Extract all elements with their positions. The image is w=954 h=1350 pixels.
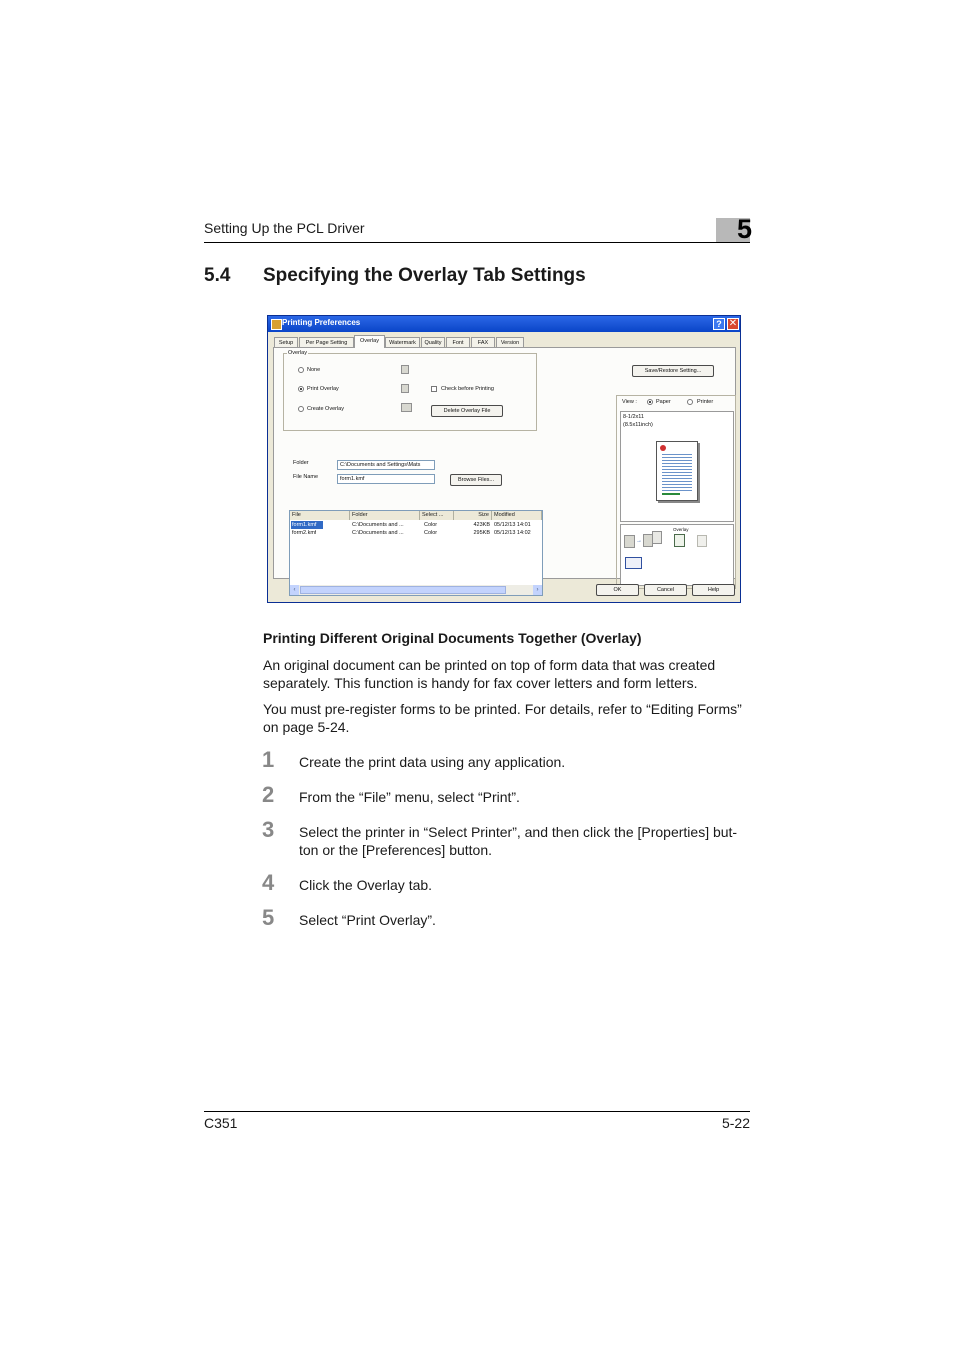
page-footer-line: [662, 493, 680, 495]
footer-page-number: 5-22: [721, 1115, 750, 1131]
tab-version[interactable]: Version: [496, 337, 524, 348]
step-number: 4: [262, 870, 275, 895]
footer-rule: [204, 1111, 750, 1112]
column-header-file[interactable]: File: [290, 511, 350, 520]
radio-view-printer-label: Printer: [697, 399, 714, 405]
cancel-button[interactable]: Cancel: [644, 584, 687, 596]
check-before-printing-label: Check before Printing: [441, 386, 494, 392]
tab-setup[interactable]: Setup: [274, 337, 298, 348]
view-label: View :: [622, 399, 637, 405]
column-header-size[interactable]: Size: [454, 511, 492, 520]
tab-overlay[interactable]: Overlay: [354, 335, 385, 348]
check-before-printing-checkbox[interactable]: [431, 386, 437, 392]
row-select: Color: [424, 530, 438, 536]
file-name-label: File Name: [293, 474, 319, 480]
column-header-modified[interactable]: Modified: [492, 511, 542, 520]
scrollbar-thumb[interactable]: [300, 586, 506, 594]
function-icons: [620, 524, 734, 586]
close-icon[interactable]: ✕: [728, 318, 738, 329]
tab-font[interactable]: Font: [446, 337, 470, 348]
horizontal-scrollbar[interactable]: [290, 585, 542, 595]
radio-print-overlay[interactable]: [298, 386, 304, 392]
overlay-file-list: [289, 510, 543, 596]
step-number: 3: [262, 817, 275, 842]
arrow-icon: →: [636, 538, 642, 544]
section-title: Specifying the Overlay Tab Settings: [263, 265, 586, 286]
overlay-group-label: Overlay: [288, 350, 307, 356]
row-size: 423KB: [473, 522, 490, 528]
printing-preferences-dialog: [267, 315, 741, 603]
footer-model: C351: [204, 1115, 238, 1131]
step-text: Select “Print Overlay”.: [299, 912, 436, 928]
user-icon: [625, 557, 642, 569]
table-row[interactable]: [290, 521, 542, 529]
page-layout-icon: [624, 535, 635, 548]
step-text: Select the printer in “Select Printer”, and then click the [Properties] but-ton or the [Preferences] button.: [299, 824, 738, 858]
radio-none-label: None: [307, 367, 321, 373]
tab-quality[interactable]: Quality: [421, 337, 445, 348]
overlay-icon: [674, 534, 685, 547]
save-restore-setting-button[interactable]: Save/Restore Setting...: [632, 365, 714, 377]
radio-none[interactable]: [298, 367, 304, 373]
radio-print-overlay-label: Print Overlay: [307, 386, 339, 392]
row-file: form2.kmf: [292, 530, 317, 536]
step-text: From the “File” menu, select “Print”.: [299, 789, 520, 805]
radio-view-printer[interactable]: [687, 399, 693, 405]
paper-preview: [620, 411, 734, 522]
step-text: Create the print data using any application.: [299, 754, 566, 770]
folder-field[interactable]: C:\Documents and Settings\Mats: [337, 460, 435, 470]
running-header: Setting Up the PCL Driver: [204, 220, 365, 236]
print-overlay-icon: [401, 384, 409, 393]
column-header-folder[interactable]: Folder: [350, 511, 420, 520]
step-text: Click the Overlay tab.: [299, 877, 433, 893]
radio-create-overlay[interactable]: [298, 406, 304, 412]
overlay-mark-icon: [660, 445, 666, 451]
radio-view-paper[interactable]: [647, 399, 653, 405]
folder-label: Folder: [293, 460, 309, 466]
subheading: Printing Different Original Documents Together (Overlay): [263, 630, 642, 646]
blank-page-icon: [401, 365, 409, 374]
overlay-icon-caption: Overlay: [673, 527, 689, 532]
chapter-number: 5: [736, 214, 752, 244]
step-number: 1: [262, 747, 275, 772]
row-modified: 05/12/13 14:02: [494, 530, 531, 536]
paper-size-inch-label: (8.5x11inch): [623, 422, 653, 428]
page-thumbnail: [656, 441, 698, 501]
paragraph: You must pre-register forms to be printed. For details, refer to “Editing Forms” on page 5-24.: [263, 701, 742, 735]
tab-fax[interactable]: FAX: [471, 337, 495, 348]
copies-icon: [652, 531, 662, 544]
row-folder: C:\Documents and ...: [352, 522, 404, 528]
help-icon[interactable]: ?: [713, 318, 725, 330]
paragraph: An original document can be printed on top of form data that was created separately. This function is handy for fax cover letters and form letters.: [263, 657, 716, 691]
row-file: form1.kmf: [291, 521, 323, 529]
header-rule: [204, 242, 750, 243]
section-number: 5.4: [204, 265, 231, 286]
create-overlay-icon: [401, 403, 412, 412]
watermark-icon: [697, 535, 707, 547]
table-row[interactable]: [290, 529, 542, 537]
paper-size-label: 8-1/2x11: [623, 414, 644, 420]
tab-per-page-setting[interactable]: Per Page Setting: [299, 337, 354, 348]
row-modified: 05/12/13 14:01: [494, 522, 531, 528]
column-header-select[interactable]: Select ...: [420, 511, 454, 520]
page-text-lines: [662, 454, 692, 492]
dialog-title-bar: [268, 316, 740, 332]
radio-view-paper-label: Paper: [656, 399, 671, 405]
radio-create-overlay-label: Create Overlay: [307, 406, 344, 412]
scroll-left-icon[interactable]: ‹: [290, 585, 299, 595]
step-number: 2: [262, 782, 275, 807]
overlay-group: [283, 350, 537, 431]
row-select: Color: [424, 522, 438, 528]
delete-overlay-file-button[interactable]: Delete Overlay File: [431, 405, 503, 417]
tab-watermark[interactable]: Watermark: [385, 337, 420, 348]
browse-files-button[interactable]: Browse Files...: [450, 474, 502, 486]
printer-icon: [271, 319, 282, 330]
ok-button[interactable]: OK: [596, 584, 639, 596]
scroll-right-icon[interactable]: ›: [533, 585, 542, 595]
file-name-field[interactable]: form1.kmf: [337, 474, 435, 484]
row-size: 295KB: [473, 530, 490, 536]
help-button[interactable]: Help: [692, 584, 735, 596]
row-folder: C:\Documents and ...: [352, 530, 404, 536]
step-number: 5: [262, 905, 275, 930]
preview-panel: [616, 395, 736, 589]
dialog-title: Printing Preferences: [282, 318, 361, 327]
